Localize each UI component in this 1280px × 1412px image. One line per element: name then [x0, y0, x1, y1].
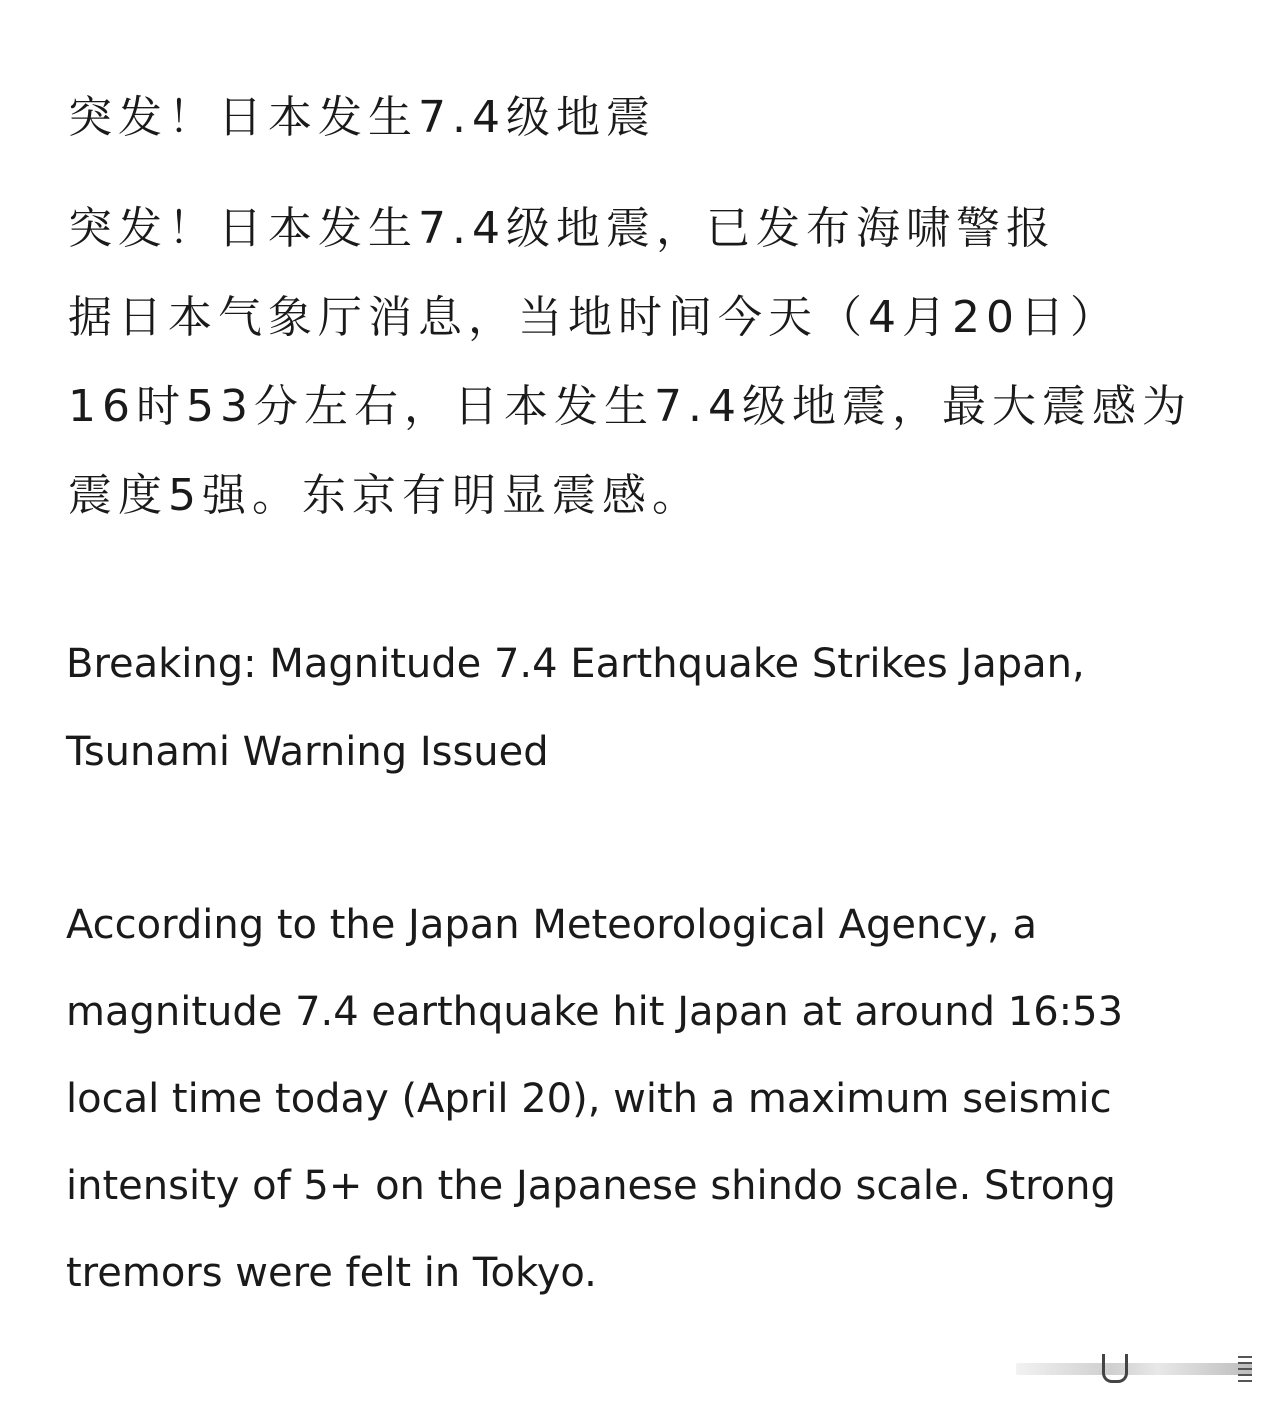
english-article-body [66, 895, 1216, 1330]
watermark-logo-icon [1102, 1354, 1128, 1383]
watermark-lines-icon [1238, 1356, 1252, 1382]
chinese-line: 16时53分左右，日本发生7.4级地震，最大震感为 [68, 381, 1192, 432]
english-headline-line: Tsunami Warning Issued [66, 729, 549, 775]
english-headline-line: Breaking: Magnitude 7.4 Earthquake Strikes Japan, [66, 641, 1085, 687]
english-line: tremors were felt in Tokyo. [66, 1250, 597, 1296]
page-title: 突发！日本发生7.4级地震 [68, 92, 656, 143]
watermark [1016, 1350, 1252, 1386]
english-headline [66, 634, 1206, 810]
english-line: magnitude 7.4 earthquake hit Japan at around 16:53 [66, 989, 1124, 1035]
chinese-line: 震度5强。东京有明显震感。 [68, 470, 702, 521]
chinese-line: 突发！日本发生7.4级地震，已发布海啸警报 [68, 203, 1056, 254]
english-line: According to the Japan Meteorological Agency, a [66, 902, 1037, 948]
watermark-bar [1016, 1363, 1252, 1375]
english-line: local time today (April 20), with a maximum seismic [66, 1076, 1112, 1122]
chinese-line: 据日本气象厅消息，当地时间今天（4月20日） [68, 292, 1120, 343]
chinese-article-body [68, 199, 1228, 555]
english-line: intensity of 5+ on the Japanese shindo scale. Strong [66, 1163, 1116, 1209]
